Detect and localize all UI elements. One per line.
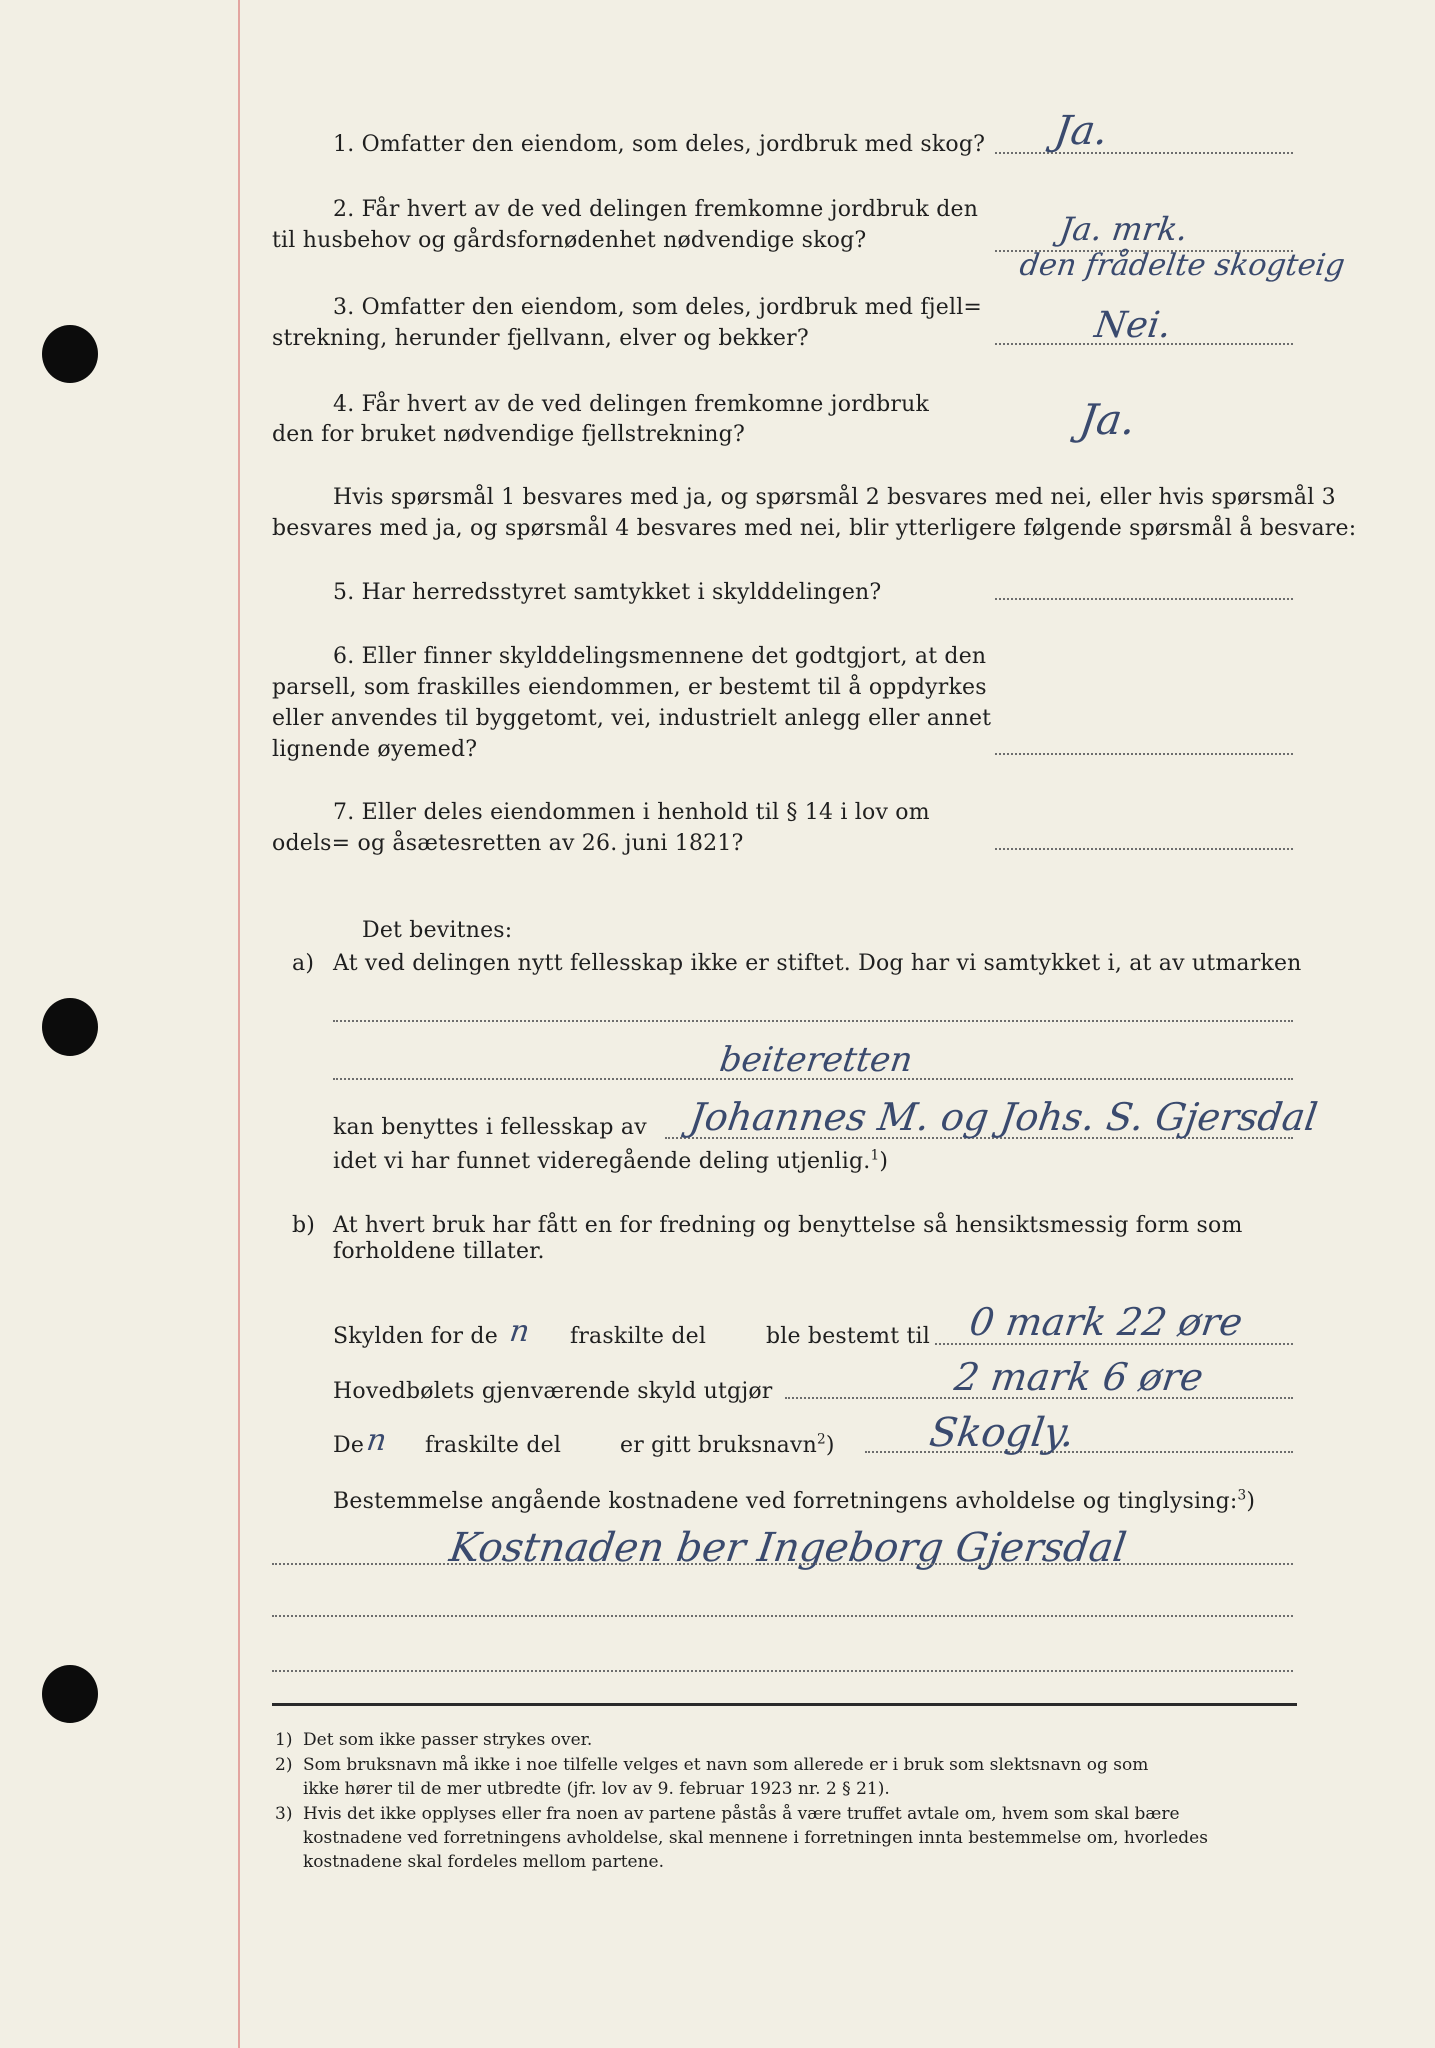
punch-hole xyxy=(42,325,98,383)
answer-2-line-2: den frådelte skogteig xyxy=(1017,248,1347,283)
skyld-bruksnavn-label: er gitt bruksnavn xyxy=(620,1433,817,1458)
margin-line xyxy=(238,0,240,2048)
skyld-cost-line-2 xyxy=(272,1615,1293,1617)
attest-a-text: At ved delingen nytt fellesskap ikke er stiftet. Dog har vi samtykket i, at av utmarken xyxy=(333,951,1302,976)
skyld-bruksnavn-b: fraskilte del xyxy=(425,1433,562,1458)
attest-a-blank-line xyxy=(333,1020,1293,1022)
attest-a-label: a) xyxy=(292,951,315,976)
footnote-3-line-1: Hvis det ikke opplyses eller fra noen av partene påstås å være truffet avtale om, hvem som skal bære xyxy=(303,1804,1180,1824)
attest-a-handwritten: beiteretten xyxy=(717,1040,916,1080)
skyld-fraskilt-suffix: n xyxy=(507,1314,532,1349)
question-6-line-1: 6. Eller finner skylddelingsmennene det godtgjort, at den xyxy=(333,644,987,669)
skyld-bruksnavn-c xyxy=(620,1431,835,1461)
footnote-ref-3-close: ) xyxy=(1246,1489,1256,1514)
footnote-ref-1: 1 xyxy=(870,1147,880,1164)
skyld-bruksnavn-a: De xyxy=(333,1433,365,1458)
question-7-line-2: odels= og åsætesretten av 26. juni 1821? xyxy=(272,831,744,856)
attest-a-line-2 xyxy=(333,1078,1293,1080)
question-6-line-4: lignende øyemed? xyxy=(272,737,478,762)
question-3-line-2: strekning, herunder fjellvann, elver og bekker? xyxy=(272,326,809,351)
skyld-fraskilt-a: Skylden for de xyxy=(333,1324,498,1349)
attest-heading: Det bevitnes: xyxy=(362,918,513,943)
question-6-line-2: parsell, som fraskilles eiendommen, er bestemt til å oppdyrkes xyxy=(272,675,987,700)
skyld-cost-label xyxy=(333,1487,1255,1517)
footnote-ref-2-close: ) xyxy=(825,1433,835,1458)
punch-hole xyxy=(42,998,98,1056)
attest-b-label: b) xyxy=(292,1213,316,1238)
skyld-cost-line-1 xyxy=(272,1563,1293,1565)
skyld-cost-value: Kostnaden ber Ingeborg Gjersdal xyxy=(446,1525,1130,1571)
answer-2-line-1: Ja. mrk. xyxy=(1057,210,1191,248)
question-4-line-2: den for bruket nødvendige fjellstrekning? xyxy=(272,422,745,447)
skyld-bruksnavn-value: Skogly. xyxy=(926,1410,1078,1456)
footnote-2-line-2: ikke hører til de mer utbredte (jfr. lov av 9. februar 1923 nr. 2 § 21). xyxy=(303,1779,890,1799)
answer-3: Nei. xyxy=(1092,305,1174,346)
footnote-3-mark: 3) xyxy=(275,1804,293,1824)
answer-4: Ja. xyxy=(1076,395,1139,444)
attest-a-names: Johannes M. og Johs. S. Gjersdal xyxy=(686,1095,1321,1139)
attest-b-line-2: forholdene tillater. xyxy=(333,1239,545,1264)
condition-line-1: Hvis spørsmål 1 besvares med ja, og spørsmål 2 besvares med nei, eller hvis spørsmål 3 xyxy=(333,485,1336,510)
footnote-2-line-1: Som bruksnavn må ikke i noe tilfelle velges et navn som allerede er i bruk som slektsnavn og som xyxy=(303,1755,1149,1775)
answer-1: Ja. xyxy=(1051,108,1111,154)
question-6-line-3: eller anvendes til byggetomt, vei, industrielt anlegg eller annet xyxy=(272,706,992,731)
footnote-ref-3: 3 xyxy=(1237,1487,1247,1504)
footnote-3-line-2: kostnadene ved forretningens avholdelse, skal mennene i forretningen innta bestemmelse om, hvorledes xyxy=(303,1828,1208,1848)
question-4-line-1: 4. Får hvert av de ved delingen fremkomne jordbruk xyxy=(333,392,930,417)
footnote-3-line-3: kostnadene skal fordeles mellom partene. xyxy=(303,1852,665,1872)
skyld-cost-line-3 xyxy=(272,1670,1293,1672)
answer-line-5 xyxy=(995,598,1293,600)
footnote-1: Det som ikke passer strykes over. xyxy=(303,1730,593,1750)
attest-a-use-prefix: kan benyttes i fellesskap av xyxy=(333,1115,647,1140)
footnote-ref-2: 2 xyxy=(817,1431,826,1448)
skyld-hovedbol-label: Hovedbølets gjenværende skyld utgjør xyxy=(333,1379,773,1404)
question-2-line-2: til husbehov og gårdsfornødenhet nødvendige skog? xyxy=(272,228,867,253)
question-1: 1. Omfatter den eiendom, som deles, jordbruk med skog? xyxy=(333,132,986,157)
skyld-bruksnavn-suffix: n xyxy=(364,1423,389,1458)
attest-a-reason-text: idet vi har funnet videregående deling utjenlig. xyxy=(333,1149,871,1174)
footnote-rule xyxy=(272,1703,1297,1706)
question-2-line-1: 2. Får hvert av de ved delingen fremkomne jordbruk den xyxy=(333,197,979,222)
attest-b-line-1: At hvert bruk har fått en for fredning og benyttelse så hensiktsmessig form som xyxy=(333,1213,1243,1238)
answer-line-1 xyxy=(995,152,1293,154)
condition-line-2: besvares med ja, og spørsmål 4 besvares med nei, blir ytterligere følgende spørsmål å besvare: xyxy=(272,516,1357,541)
skyld-fraskilt-b: fraskilte del xyxy=(570,1324,707,1349)
question-7-line-1: 7. Eller deles eiendommen i henhold til § 14 i lov om xyxy=(333,800,930,825)
attest-a-reason xyxy=(333,1147,888,1177)
question-3-line-1: 3. Omfatter den eiendom, som deles, jordbruk med fjell= xyxy=(333,295,983,320)
footnote-ref-1-close: ) xyxy=(879,1149,889,1174)
skyld-fraskilt-c: ble bestemt til xyxy=(766,1324,930,1349)
footnote-1-mark: 1) xyxy=(275,1730,293,1750)
answer-line-6 xyxy=(995,753,1293,755)
question-5: 5. Har herredsstyret samtykket i skylddelingen? xyxy=(333,580,882,605)
skyld-cost-text: Bestemmelse angående kostnadene ved forretningens avholdelse og tinglysing: xyxy=(333,1489,1238,1514)
skyld-hovedbol-value: 2 mark 6 øre xyxy=(951,1355,1207,1399)
punch-hole xyxy=(42,1665,98,1723)
answer-line-7 xyxy=(995,848,1293,850)
footnote-2-mark: 2) xyxy=(275,1755,293,1775)
skyld-fraskilt-value: 0 mark 22 øre xyxy=(966,1300,1246,1344)
